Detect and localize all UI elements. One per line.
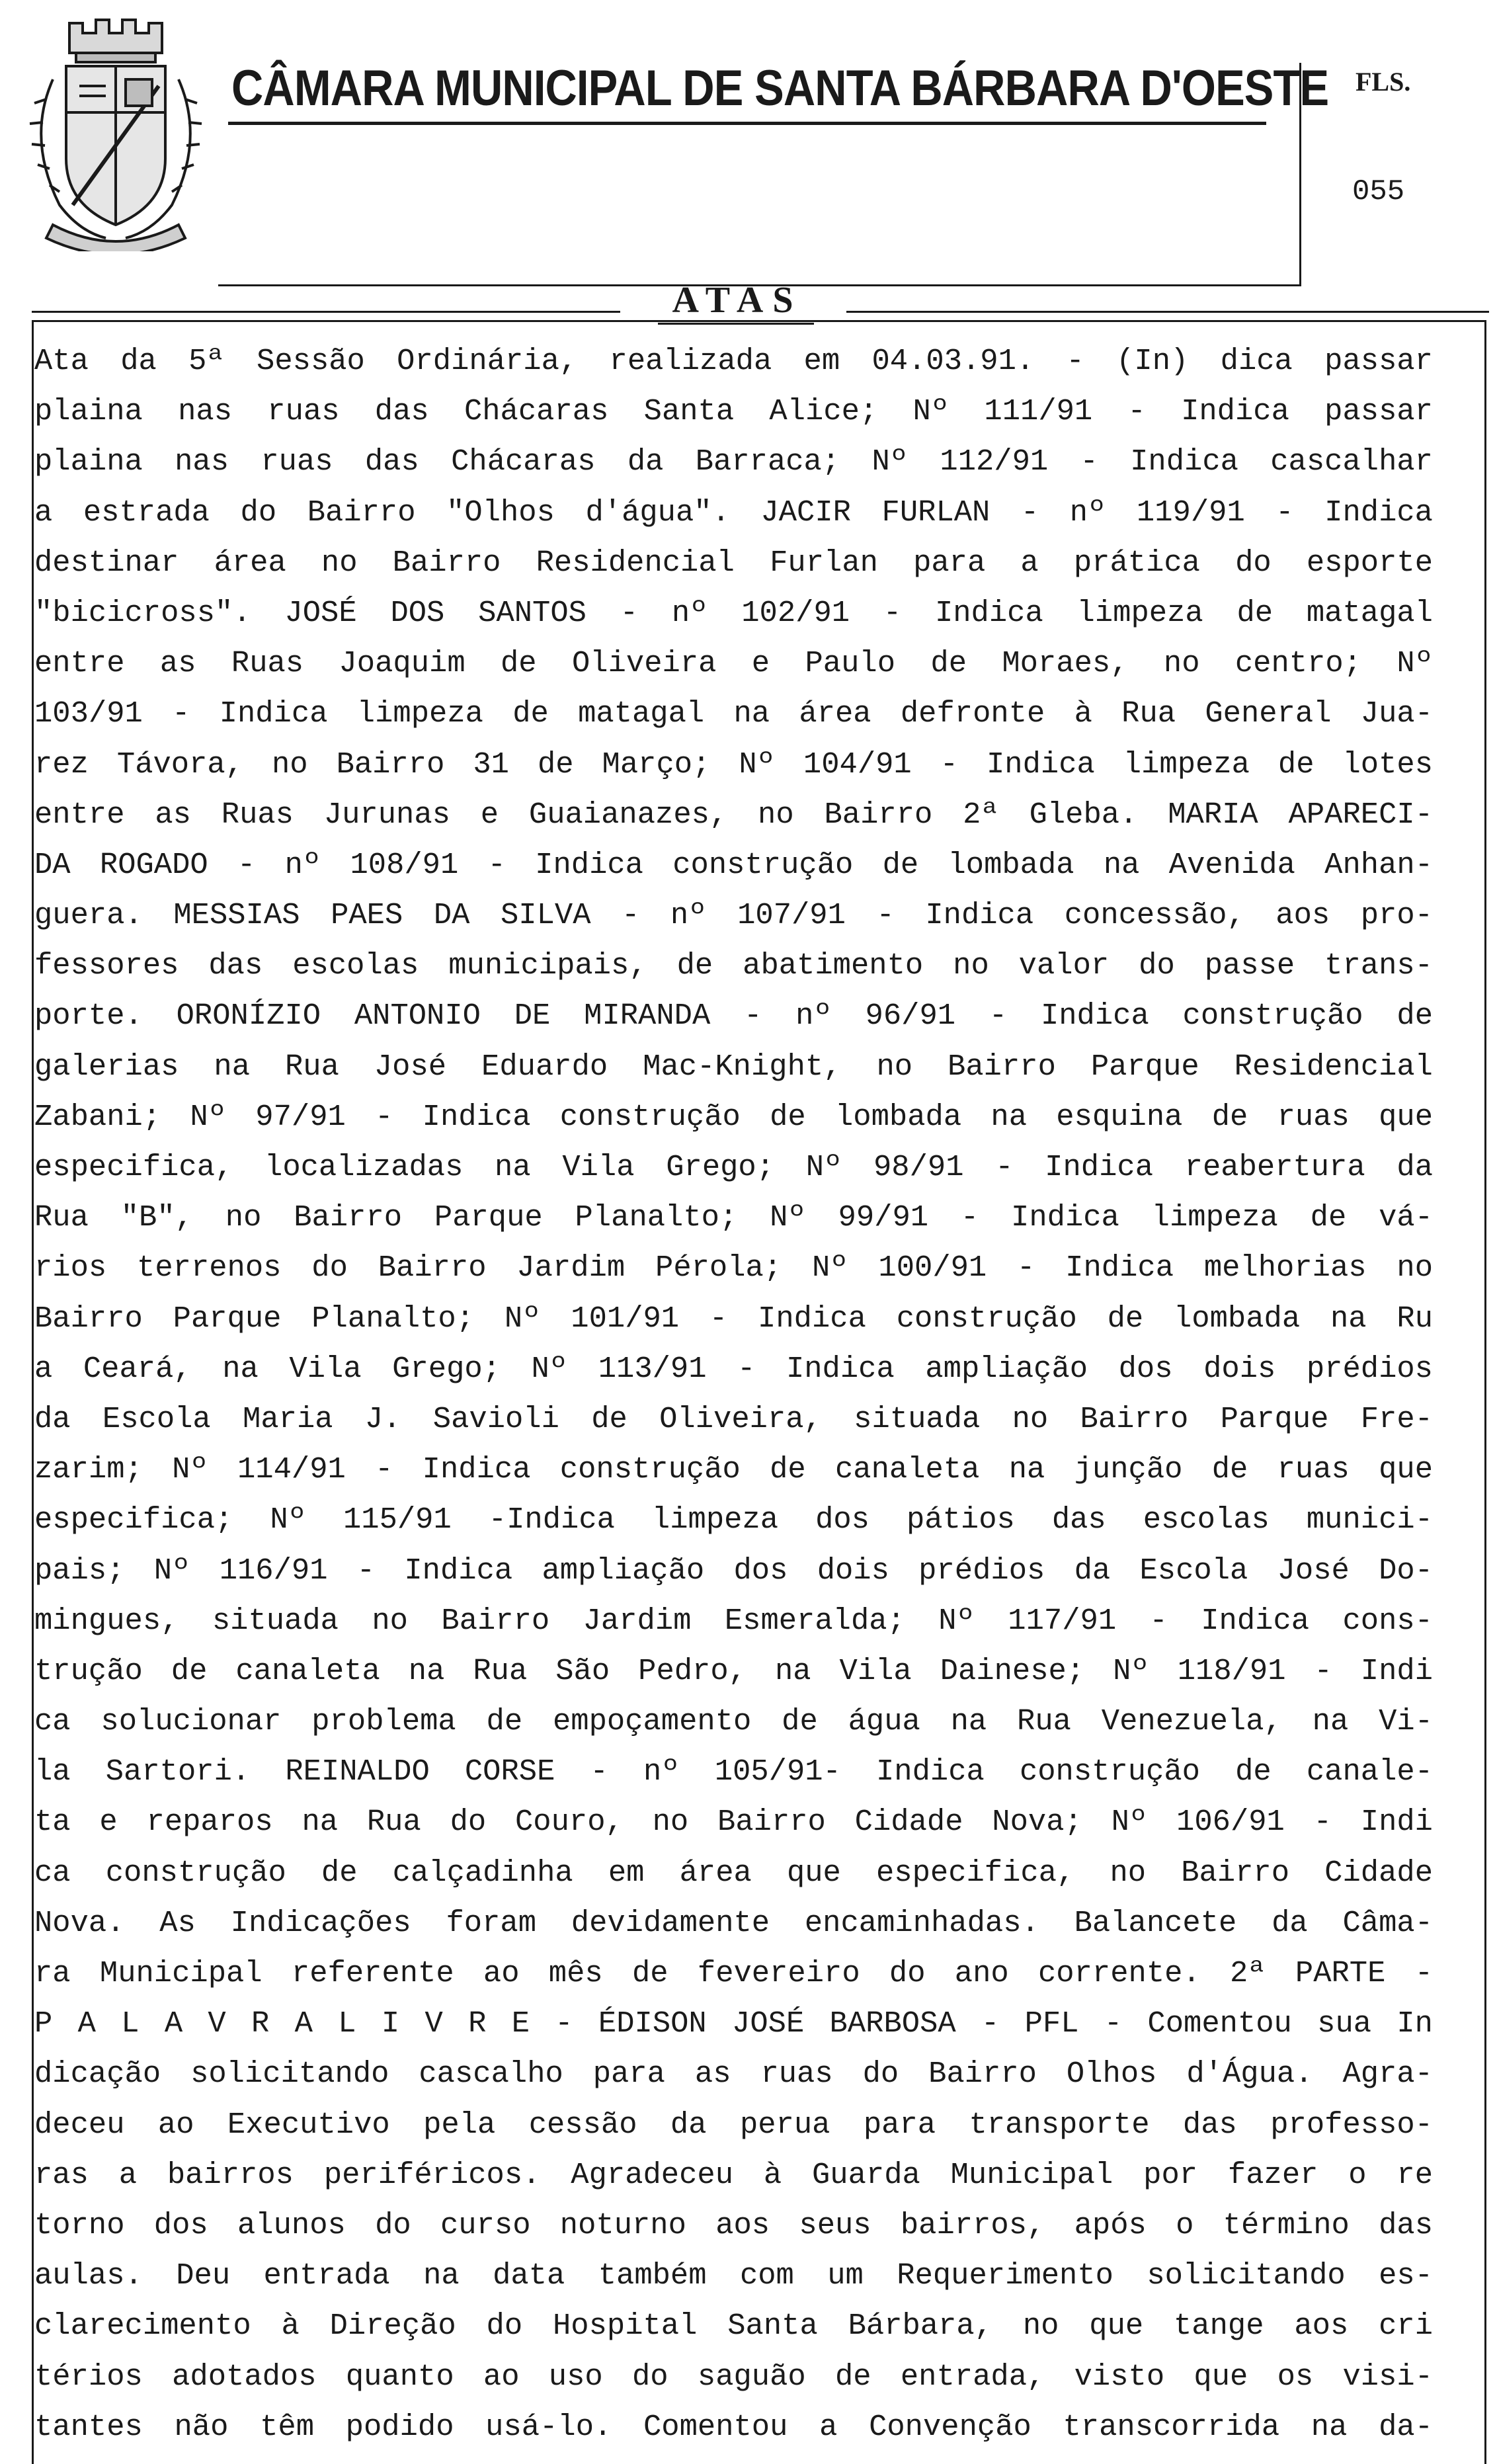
document-line: especifica; Nº 115/91 -Indica limpeza dos pátios das escolas munici-: [34, 1502, 1433, 1538]
document-line: ta e reparos na Rua do Couro, no Bairro Cidade Nova; Nº 106/91 - Indi: [34, 1805, 1433, 1840]
document-line: la Sartori. REINALDO CORSE - nº 105/91- Indica construção de canale-: [34, 1754, 1433, 1789]
document-line: torno dos alunos do curso noturno aos seus bairros, após o término das: [34, 2207, 1433, 2242]
document-line: térios adotados quanto ao uso do saguão de entrada, visto que os visi-: [34, 2359, 1433, 2394]
document-line: rez Távora, no Bairro 31 de Março; Nº 104/91 - Indica limpeza de lotes: [34, 747, 1433, 782]
document-line: aulas. Deu entrada na data também com um Requerimento solicitando es-: [34, 2258, 1433, 2293]
document-line: entre as Ruas Joaquim de Oliveira e Paulo de Moraes, no centro; Nº: [34, 646, 1433, 681]
header-underline: [228, 122, 1266, 125]
document-line: da Escola Maria J. Savioli de Oliveira, situada no Bairro Parque Fre-: [34, 1401, 1433, 1436]
document-line: a estrada do Bairro "Olhos d'água". JACIR FURLAN - nº 119/91 - Indica: [34, 495, 1433, 530]
document-line: pais; Nº 116/91 - Indica ampliação dos dois prédios da Escola José Do-: [34, 1553, 1433, 1588]
document-line: galerias na Rua José Eduardo Mac-Knight, no Bairro Parque Residencial: [34, 1049, 1433, 1084]
section-title: ATAS: [672, 280, 803, 321]
document-line: ca construção de calçadinha em área que especifica, no Bairro Cidade: [34, 1855, 1433, 1890]
document-line: zarim; Nº 114/91 - Indica construção de canaleta na junção de ruas que: [34, 1452, 1433, 1487]
document-line: clarecimento à Direção do Hospital Santa Bárbara, no que tange aos cri: [34, 2309, 1433, 2344]
folio-label: FLS.: [1355, 67, 1411, 97]
document-line: rios terrenos do Bairro Jardim Pérola; Nº 100/91 - Indica melhorias no: [34, 1251, 1433, 1286]
document-line: mingues, situada no Bairro Jardim Esmeralda; Nº 117/91 - Indica cons-: [34, 1603, 1433, 1638]
document-line: a Ceará, na Vila Grego; Nº 113/91 - Indica ampliação dos dois prédios: [34, 1351, 1433, 1386]
document-line: plaina nas ruas das Chácaras Santa Alice; Nº 111/91 - Indica passar: [34, 394, 1433, 429]
document-line: especifica, localizadas na Vila Grego; Nº 98/91 - Indica reabertura da: [34, 1150, 1433, 1184]
document-line: 103/91 - Indica limpeza de matagal na área defronte à Rua General Jua-: [34, 696, 1433, 731]
document-line: Nova. As Indicações foram devidamente encaminhadas. Balancete da Câma-: [34, 1905, 1433, 1940]
document-line: destinar área no Bairro Residencial Furlan para a prática do esporte: [34, 545, 1433, 580]
document-line: plaina nas ruas das Chácaras da Barraca; Nº 112/91 - Indica cascalhar: [34, 444, 1433, 479]
document-line: dicação solicitando cascalho para as ruas do Bairro Olhos d'Água. Agra-: [34, 2057, 1433, 2092]
document-line: trução de canaleta na Rua São Pedro, na Vila Dainese; Nº 118/91 - Indi: [34, 1653, 1433, 1688]
document-line: Rua "B", no Bairro Parque Planalto; Nº 99/91 - Indica limpeza de vá-: [34, 1200, 1433, 1235]
section-rule-right: [846, 311, 1489, 313]
folio-number: 055: [1352, 175, 1405, 208]
document-line: Zabani; Nº 97/91 - Indica construção de lombada na esquina de ruas que: [34, 1099, 1433, 1134]
minutes-body: [34, 336, 1433, 2452]
document-line: ca solucionar problema de empoçamento de água na Rua Venezuela, na Vi-: [34, 1704, 1433, 1739]
section-rule-left: [32, 311, 620, 313]
document-line: tantes não têm podido usá-lo. Comentou a Convenção transcorrida na da-: [34, 2409, 1433, 2444]
document-line: guera. MESSIAS PAES DA SILVA - nº 107/91 - Indica concessão, aos pro-: [34, 898, 1433, 933]
document-line: deceu ao Executivo pela cessão da perua para transporte das professo-: [34, 2107, 1433, 2142]
document-line: "bicicross". JOSÉ DOS SANTOS - nº 102/91 - Indica limpeza de matagal: [34, 595, 1433, 630]
municipal-coat-of-arms-icon: [7, 7, 225, 251]
folio-divider: [1299, 63, 1301, 284]
document-line: Ata da 5ª Sessão Ordinária, realizada em 04.03.91. - (In) dica passar: [34, 344, 1433, 378]
chamber-name: CÂMARA MUNICIPAL DE SANTA BÁRBARA D'OESTE: [231, 60, 1329, 116]
document-line: ras a bairros periféricos. Agradeceu à Guarda Municipal por fazer o re: [34, 2157, 1433, 2192]
document-line: fessores das escolas municipais, de abatimento no valor do passe trans-: [34, 948, 1433, 983]
document-line: ra Municipal referente ao mês de fevereiro do ano corrente. 2ª PARTE -: [34, 1956, 1433, 1991]
document-line: P A L A V R A L I V R E - ÉDISON JOSÉ BARBOSA - PFL - Comentou sua In: [34, 2006, 1433, 2041]
document-line: entre as Ruas Jurunas e Guaianazes, no Bairro 2ª Gleba. MARIA APARECI-: [34, 797, 1433, 832]
document-line: Bairro Parque Planalto; Nº 101/91 - Indica construção de lombada na Ru: [34, 1301, 1433, 1336]
document-line: porte. ORONÍZIO ANTONIO DE MIRANDA - nº 96/91 - Indica construção de: [34, 999, 1433, 1034]
document-line: DA ROGADO - nº 108/91 - Indica construção de lombada na Avenida Anhan-: [34, 847, 1433, 882]
